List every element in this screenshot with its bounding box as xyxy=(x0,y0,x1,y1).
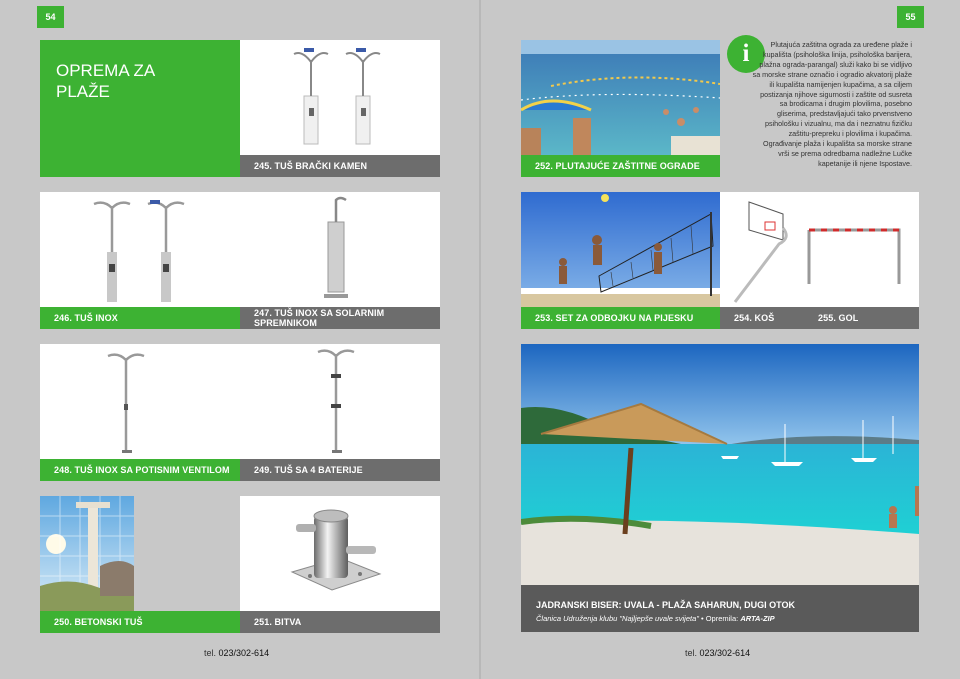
info-icon: i xyxy=(727,35,765,73)
info-text: Plutajuća zaštitna ograda za uređene plaže i kupališta (psihološka linija, psihološka barijera, plažna ograda-parangal) služi kako bi se vidljivo sa morske strane označio i ogradio akvatorij plaže ili kupališta namijenjen kupačima, a sa ciljem postizanja njihove sigurnosti i zaštite od susreta sa brodicama i drugim plovilima, posebno gliserima, predstavljajući tako prvenstveno psihološku i vizualnu, ma da i neznatnu fizičku zaštitu-prepreku i plovilima i kupačima. Ograđivanje plaža i kupališta sa morske strane vrši se prema odredbama nadležne Lučke kapetanije ili njene Ispostave. xyxy=(752,40,912,168)
feature-photo xyxy=(521,344,919,585)
feature-equipment-label: Opremila: xyxy=(705,614,741,623)
product-label-250: 250. BETONSKI TUŠ xyxy=(40,611,240,633)
page-number-left: 54 xyxy=(37,6,64,28)
page-number-right: 55 xyxy=(897,6,924,28)
bollard-image xyxy=(240,496,440,611)
valve-showers-image xyxy=(40,344,440,459)
product-label-248: 248. TUŠ INOX SA POTISNIM VENTILOM xyxy=(40,459,240,481)
tel-number-right: 023/302-614 xyxy=(699,648,751,658)
saharun-beach-image xyxy=(521,344,919,585)
feature-subtitle xyxy=(536,614,919,623)
product-label-253: 253. SET ZA ODBOJKU NA PIJESKU xyxy=(521,307,720,329)
section-title xyxy=(40,40,240,177)
footer-phone-left xyxy=(204,648,269,658)
feature-separator: • xyxy=(698,614,706,623)
product-card-252[interactable] xyxy=(521,40,720,177)
product-card-253-255 xyxy=(521,192,919,329)
product-card-246-247 xyxy=(40,192,440,329)
product-label-246: 246. TUŠ INOX xyxy=(40,307,240,329)
tel-label-right: tel. xyxy=(685,648,698,658)
feature-club: Članica Udruženja klubu "Najljepše uvale svijeta" xyxy=(536,614,699,623)
product-label-249: 249. TUŠ SA 4 BATERIJE xyxy=(240,459,440,481)
product-label-252: 252. PLUTAJUĆE ZAŠTITNE OGRADE xyxy=(521,155,720,177)
section-title-line1: OPREMA ZA xyxy=(56,61,156,80)
product-label-254: 254. KOŠ xyxy=(720,307,919,329)
product-card-251[interactable] xyxy=(240,496,440,633)
product-label-245: 245. TUŠ BRAČKI KAMEN xyxy=(240,155,440,177)
footer-phone-right xyxy=(685,648,750,658)
inox-showers-image xyxy=(40,192,440,307)
feature-caption xyxy=(521,585,919,632)
sports-equipment-image xyxy=(521,192,919,307)
product-label-251: 251. BITVA xyxy=(240,611,440,633)
tel-number: 023/302-614 xyxy=(218,648,270,658)
feature-equipment-value: ARTA-ZIP xyxy=(740,614,775,623)
product-label-247: 247. TUŠ INOX SA SOLARNIM SPREMNIKOM xyxy=(240,307,440,329)
feature-title: JADRANSKI BISER: UVALA - PLAŽA SAHARUN, DUGI OTOK xyxy=(536,600,796,610)
product-card-245[interactable] xyxy=(240,40,440,177)
tel-label: tel. xyxy=(204,648,217,658)
concrete-shower-image xyxy=(40,496,134,611)
section-title-line2: PLAŽE xyxy=(56,82,110,101)
spine-divider xyxy=(479,0,481,679)
floating-barrier-image xyxy=(521,40,720,155)
product-card-248-249 xyxy=(40,344,440,481)
product-card-250 xyxy=(40,496,240,633)
product-label-255: 255. GOL xyxy=(818,313,859,323)
